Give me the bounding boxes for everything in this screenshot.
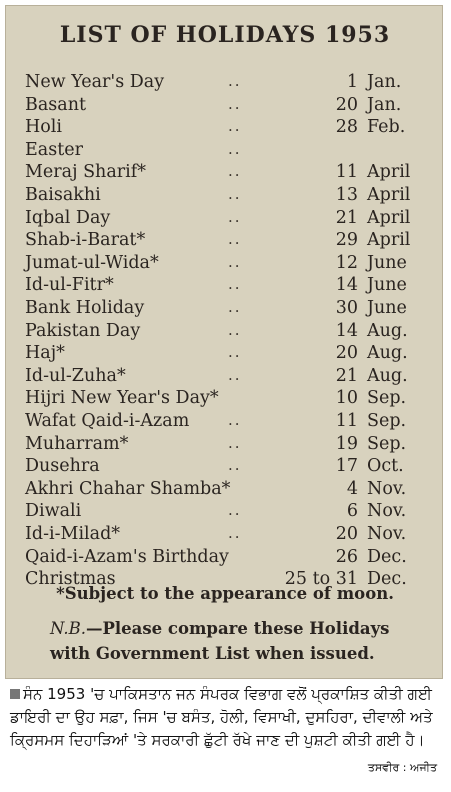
holiday-name: Hijri New Year's Day* [25, 388, 219, 409]
holiday-month: April [367, 185, 411, 205]
leader-dots: .. [228, 298, 242, 316]
holiday-row [6, 479, 444, 501]
holiday-day: 30 [335, 298, 358, 318]
holiday-month: June [367, 298, 407, 318]
holiday-day: 13 [335, 185, 358, 205]
holiday-name: Easter [25, 139, 83, 160]
holiday-row [6, 524, 444, 546]
holiday-month: April [367, 207, 411, 228]
leader-dots: .. [228, 343, 242, 362]
list-title: LIST OF HOLIDAYS 1953 [59, 22, 391, 48]
moon-footnote: *Subject to the appearance of moon. [56, 584, 394, 603]
photo-credit: ਤਸਵੀਰ : ਅਜੀਤ [367, 761, 437, 774]
leader-dots: .. [228, 252, 242, 271]
leader-dots: .. [228, 524, 242, 542]
holiday-row [6, 343, 444, 365]
holiday-name: Id-i-Milad* [25, 524, 121, 544]
photo-caption [10, 683, 442, 752]
holiday-row [6, 162, 444, 184]
leader-dots: .. [228, 411, 242, 429]
holiday-month: Dec. [367, 546, 407, 567]
leader-dots: .. [228, 275, 242, 294]
holiday-day: 11 [335, 162, 358, 183]
holiday-month: Nov. [367, 478, 407, 499]
leader-dots: .. [228, 185, 242, 203]
holiday-name: Muharram* [25, 433, 129, 454]
caption-text: ਸੰਨ 1953 'ਚ ਪਾਕਿਸਤਾਨ ਜਨ ਸੰਪਰਕ ਵਿਭਾਗ ਵਲੋਂ ਪ੍ਰਕਾਸ਼ਿਤ ਕੀਤੀ ਗਈ ਡਾਇਰੀ ਦਾ ਉਹ ਸਫ਼ਾ, ਜਿਸ 'ਚ ਬਸੰਤ, ਹੋਲੀ, ਵਿਸਾਖੀ, ਦੁਸਹਿਰਾ, ਦੀਵਾਲੀ ਅਤੇ ਕ੍ਰਿਸਮਸ ਦਿਹਾੜਿਆਂ 'ਤੇ ਸਰਕਾਰੀ ਛੁੱਟੀ ਰੱਖੇ ਜਾਣ ਦੀ ਪੁਸ਼ਟੀ ਕੀਤੀ ਗਈ ਹੈ। [10, 685, 433, 749]
holiday-name: Bank Holiday [25, 298, 145, 318]
holiday-month: Dec. [367, 569, 407, 590]
holiday-row [6, 275, 444, 297]
holiday-row [6, 253, 444, 275]
nb-label: N.B. [50, 619, 86, 638]
holiday-month: Sep. [367, 433, 407, 454]
holiday-month: Nov. [367, 501, 407, 522]
holiday-row [6, 434, 444, 456]
holiday-day: 26 [335, 546, 358, 567]
holiday-row [6, 117, 444, 139]
holiday-name: New Year's Day [25, 72, 165, 92]
holiday-row [6, 230, 444, 252]
holiday-day: 20 [335, 94, 358, 115]
holiday-day: 14 [335, 320, 358, 341]
holiday-day: 29 [335, 230, 358, 251]
holiday-day: 28 [335, 117, 358, 138]
leader-dots: .. [228, 501, 242, 520]
holiday-name: Pakistan Day [25, 320, 141, 341]
holiday-row [6, 411, 444, 433]
holiday-name: Meraj Sharif* [25, 162, 146, 183]
holiday-day: 11 [335, 411, 358, 431]
holiday-month: Sep. [367, 411, 407, 431]
holiday-day: 4 [346, 478, 358, 499]
holiday-row [6, 366, 444, 388]
holiday-day: 25 to 31 [284, 569, 358, 590]
holiday-name: Dusehra [25, 456, 100, 477]
holiday-row [6, 298, 444, 320]
holiday-day: 20 [335, 343, 358, 364]
holiday-day: 21 [335, 207, 358, 228]
holiday-name: Wafat Qaid-i-Azam [25, 411, 190, 431]
holiday-month: Jan. [367, 72, 402, 92]
holiday-list-clipping [5, 5, 443, 679]
holiday-name: Id-ul-Fitr* [25, 275, 114, 296]
holiday-name: Christmas [25, 569, 116, 590]
holiday-name: Id-ul-Zuha* [25, 365, 126, 386]
holiday-row [6, 501, 444, 523]
holiday-name: Basant [25, 94, 87, 115]
holiday-day: 14 [335, 275, 358, 296]
holiday-month: Sep. [367, 388, 407, 409]
holiday-name: Holi [25, 117, 62, 138]
holiday-month: June [367, 275, 407, 296]
holiday-day: 19 [335, 433, 358, 454]
holiday-month: Jan. [367, 94, 402, 115]
holiday-name: Qaid-i-Azam's Birthday [25, 546, 229, 567]
leader-dots: .. [228, 139, 242, 158]
caption-bullet-icon [10, 689, 20, 699]
holiday-name: Shab-i-Barat* [25, 230, 146, 251]
holiday-month: Feb. [367, 117, 406, 138]
leader-dots: .. [228, 72, 242, 90]
holiday-month: June [367, 252, 407, 273]
holiday-row [6, 72, 444, 94]
holiday-name: Iqbal Day [25, 207, 111, 228]
leader-dots: .. [228, 94, 242, 113]
holiday-row [6, 547, 444, 569]
holiday-name: Haj* [25, 343, 65, 364]
holiday-row [6, 321, 444, 343]
leader-dots: .. [228, 117, 242, 136]
holiday-row [6, 456, 444, 478]
holiday-day: 12 [335, 252, 358, 273]
leader-dots: .. [228, 433, 242, 452]
leader-dots: .. [228, 207, 242, 226]
holiday-row [6, 95, 444, 117]
holiday-month: Aug. [367, 365, 408, 386]
nb-text: —Please compare these Holidays with Government List when issued. [50, 619, 390, 663]
holiday-day: 1 [346, 72, 358, 92]
holiday-name: Akhri Chahar Shamba* [25, 478, 231, 499]
holiday-month: Nov. [367, 524, 407, 544]
holiday-day: 10 [335, 388, 358, 409]
holiday-month: April [367, 230, 411, 251]
leader-dots: .. [228, 320, 242, 339]
holiday-row [6, 208, 444, 230]
holiday-day: 20 [335, 524, 358, 544]
holiday-day: 21 [335, 365, 358, 386]
holiday-name: Diwali [25, 501, 82, 522]
holiday-month: Aug. [367, 320, 408, 341]
nb-note [50, 616, 430, 666]
holiday-name: Baisakhi [25, 185, 101, 205]
holiday-day: 17 [335, 456, 358, 477]
leader-dots: .. [228, 365, 242, 384]
leader-dots: .. [228, 162, 242, 181]
holiday-month: April [367, 162, 411, 183]
holiday-row [6, 140, 444, 162]
holiday-day: 6 [346, 501, 358, 522]
holiday-row [6, 388, 444, 410]
holiday-row [6, 185, 444, 207]
leader-dots: .. [228, 230, 242, 249]
holiday-month: Aug. [367, 343, 408, 364]
leader-dots: .. [228, 456, 242, 475]
holiday-name: Jumat-ul-Wida* [25, 252, 159, 273]
holiday-month: Oct. [367, 456, 404, 477]
